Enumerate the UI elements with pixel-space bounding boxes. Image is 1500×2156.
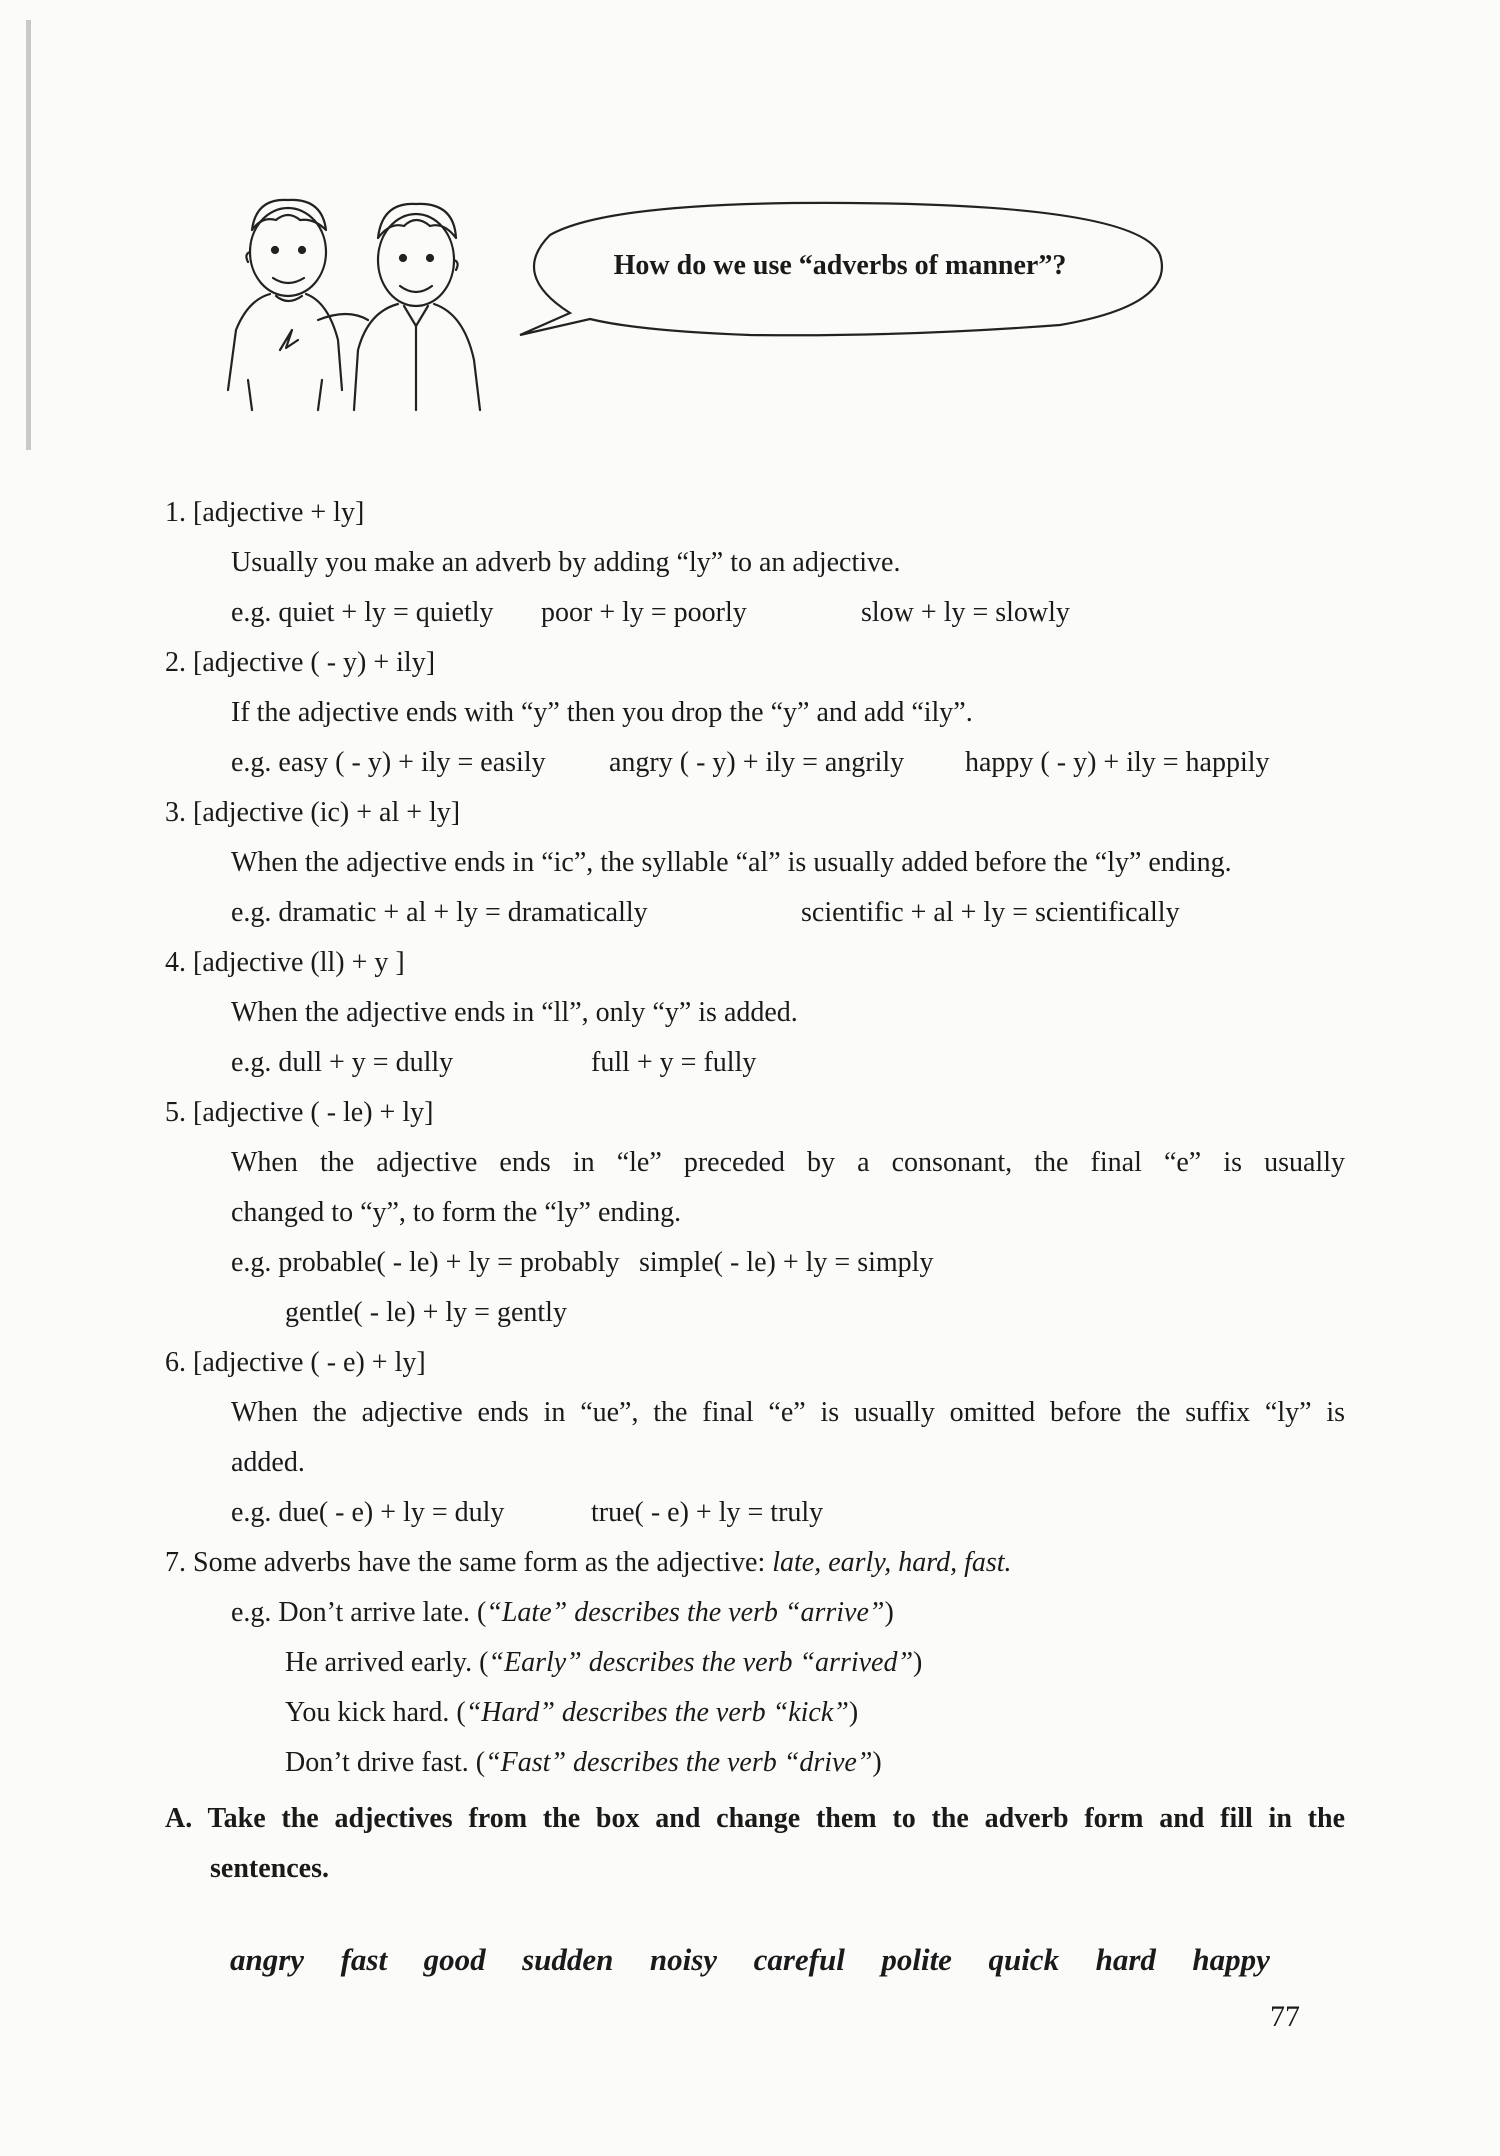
example-note: “Early” describes the verb “arrived” [488, 1647, 914, 1678]
rule-2-heading: 2. [adjective ( - y) + ily] [165, 647, 436, 678]
rule-6-examples [165, 1488, 1345, 1538]
word-box-item: sudden [522, 1942, 614, 1977]
example: true( - e) + ly = truly [591, 1497, 824, 1528]
rule-1-heading: 1. [adjective + ly] [165, 497, 365, 528]
example-sentence: He arrived early. ( [285, 1647, 489, 1678]
bubble-question: How do we use “adverbs of manner”? [613, 250, 1067, 281]
exercise-label: A. [165, 1803, 193, 1834]
rules-content [165, 488, 1345, 1894]
rule-5-examples-cont: gentle( - le) + ly = gently [285, 1297, 567, 1328]
rule-1-desc: Usually you make an adverb by adding “ly” to an adjective. [231, 547, 901, 578]
word-box-item: angry [230, 1942, 305, 1977]
example-note: “Hard” describes the verb “kick” [465, 1697, 849, 1728]
example: simple( - le) + ly = simply [639, 1247, 934, 1278]
rule-5-heading: 5. [adjective ( - le) + ly] [165, 1097, 434, 1128]
word-box-item: quick [988, 1942, 1060, 1977]
rule-4-desc: When the adjective ends in “ll”, only “y” is added. [231, 997, 798, 1028]
exercise-line2: sentences. [210, 1853, 329, 1884]
rule-3-examples [165, 888, 1345, 938]
example: e.g. easy ( - y) + ily = easily [231, 747, 546, 778]
rule-2-desc: If the adjective ends with “y” then you drop the “y” and add “ily”. [231, 697, 973, 728]
example: happy ( - y) + ily = happily [965, 747, 1270, 778]
example-note: “Late” describes the verb “arrive” [486, 1597, 885, 1628]
rule-7-example-3 [165, 1688, 1345, 1738]
example: poor + ly = poorly [541, 597, 747, 628]
example-note: “Fast” describes the verb “drive” [485, 1747, 873, 1778]
example: e.g. probable( - le) + ly = probably [231, 1247, 620, 1278]
example: e.g. due( - e) + ly = duly [231, 1497, 505, 1528]
rule-7-example-1 [165, 1588, 1345, 1638]
rule-3-desc: When the adjective ends in “ic”, the syllable “al” is usually added before the “ly” ending. [231, 847, 1232, 878]
rule-2-examples [165, 738, 1345, 788]
example: e.g. quiet + ly = quietly [231, 597, 494, 628]
exercise-line1: Take the adjectives from the box and change them to the adverb form and fill in the [207, 1803, 1346, 1834]
word-box-item: noisy [649, 1942, 718, 1977]
word-box-item: fast [340, 1942, 388, 1977]
word-box-item: happy [1192, 1942, 1270, 1977]
rule-7-heading-text: 7. Some adverbs have the same form as the adjective: [165, 1547, 773, 1578]
example: angry ( - y) + ily = angrily [609, 747, 905, 778]
example-close: ) [848, 1697, 859, 1728]
two-boys-illustration [218, 190, 498, 430]
rule-7-heading-italic: late, early, hard, fast. [772, 1547, 1012, 1578]
example-sentence: e.g. Don’t arrive late. ( [231, 1597, 487, 1628]
adjective-word-box [230, 1942, 1270, 1978]
rule-7-example-4 [165, 1738, 1345, 1788]
rule-6-heading: 6. [adjective ( - e) + ly] [165, 1347, 426, 1378]
page-number: 77 [1270, 2000, 1300, 2033]
example: e.g. dull + y = dully [231, 1047, 454, 1078]
rule-7-heading [165, 1538, 1345, 1588]
example-close: ) [884, 1597, 894, 1628]
scan-edge-line [26, 20, 31, 450]
rule-4-examples [165, 1038, 1345, 1088]
rule-6-desc-line1: When the adjective ends in “ue”, the final “e” is usually omitted before the suffix “ly” is [231, 1397, 1345, 1428]
example-sentence: Don’t drive fast. ( [285, 1747, 486, 1778]
rule-3-heading: 3. [adjective (ic) + al + ly] [165, 797, 461, 828]
example: scientific + al + ly = scientifically [801, 897, 1180, 928]
word-box-item: polite [881, 1942, 952, 1977]
example: full + y = fully [591, 1047, 757, 1078]
example: e.g. dramatic + al + ly = dramatically [231, 897, 648, 928]
exercise-a-instructions [165, 1794, 1345, 1894]
example-close: ) [913, 1647, 923, 1678]
rule-7-example-2 [165, 1638, 1345, 1688]
rule-4-heading: 4. [adjective (ll) + y ] [165, 947, 405, 978]
example-close: ) [872, 1747, 882, 1778]
rule-6-desc-line2: added. [231, 1447, 305, 1478]
word-box-item: hard [1095, 1942, 1156, 1977]
rule-5-desc-line1: When the adjective ends in “le” preceded by a consonant, the final “e” is usually [231, 1147, 1345, 1178]
example-sentence: You kick hard. ( [285, 1697, 466, 1728]
rule-5-desc-line2: changed to “y”, to form the “ly” ending. [231, 1197, 682, 1228]
rule-5-examples [165, 1238, 1345, 1288]
word-box-item: careful [753, 1942, 845, 1977]
rule-1-examples [165, 588, 1345, 638]
word-box-item: good [423, 1942, 486, 1977]
example: slow + ly = slowly [861, 597, 1070, 628]
